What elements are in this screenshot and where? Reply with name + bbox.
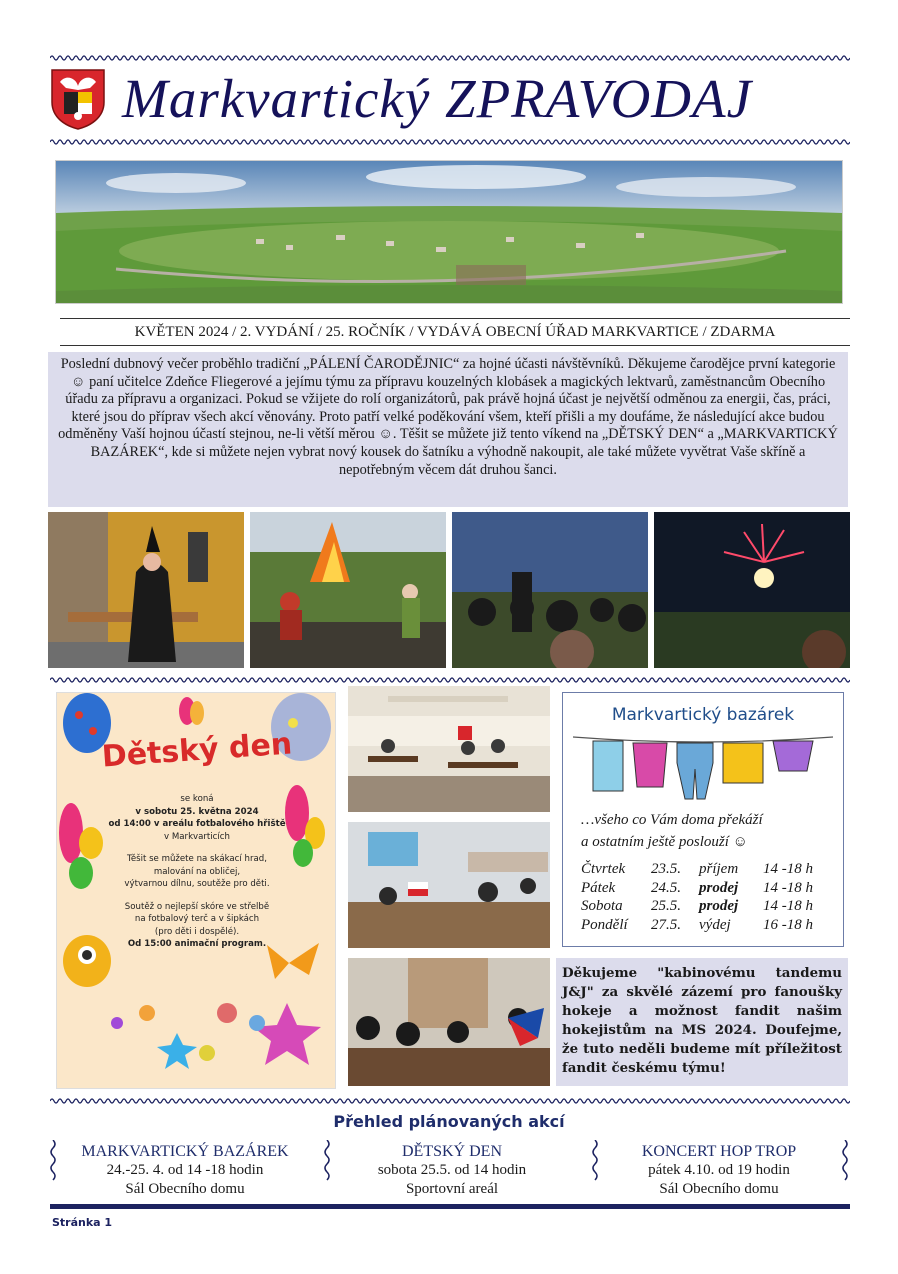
thanks-note: Děkujeme "kabinovému tandemu J&J" za skvělé zázemí pro fanoušky hokeje a možnost fandit našim hokejistům na MS 2024. Doufejme, že tuto neděli budeme mít příležitost fandit českému týmu! <box>556 958 848 1086</box>
schedule-day: Pondělí <box>581 916 628 933</box>
childrens-day-poster <box>56 692 336 1089</box>
poster-line: od 14:00 v areálu fotbalového hřiště <box>108 819 286 829</box>
bazar-announcement <box>562 692 844 947</box>
poster-contest: na fotbalový terč a v šipkách <box>134 914 260 924</box>
village-panorama-photo <box>55 160 843 304</box>
schedule-row <box>581 880 813 899</box>
event-item <box>594 1142 844 1199</box>
poster-title: Dětský den <box>100 726 294 775</box>
poster-activity: výtvarnou dílnu, soutěže pro děti. <box>124 879 270 889</box>
poster-activity: Těšit se můžete na skákací hrad, <box>127 854 267 864</box>
schedule-date: 24.5. <box>651 879 681 896</box>
poster-program: Od 15:00 animační program. <box>127 939 267 949</box>
events-heading: Přehled plánovaných akcí <box>333 1112 565 1131</box>
schedule-row <box>581 917 813 936</box>
coat-of-arms-icon <box>50 68 106 130</box>
poster-details <box>97 793 297 951</box>
schedule-row <box>581 898 813 917</box>
event-where: Sportovní areál <box>405 1181 499 1197</box>
poster-line: v sobotu 25. května 2024 <box>135 806 259 817</box>
event-where: Sál Obecního domu <box>659 1181 779 1197</box>
schedule-time: 14 -18 h <box>763 898 813 914</box>
evening-crowd-photo <box>452 512 648 668</box>
schedule-row <box>581 861 813 880</box>
poster-contest: Soutěž o nejlepší skóre ve střelbě <box>124 901 270 912</box>
schedule-day: Sobota <box>581 898 623 914</box>
event-when: sobota 25.5. od 14 hodin <box>377 1162 527 1178</box>
bonfire-photo <box>250 512 446 668</box>
footer-rule <box>50 1204 850 1209</box>
decorative-border-masthead <box>50 138 850 146</box>
schedule-day: Pátek <box>581 879 616 896</box>
bazar-schedule <box>581 861 813 935</box>
schedule-date: 23.5. <box>651 861 681 877</box>
event-when: pátek 4.10. od 19 hodin <box>648 1162 790 1178</box>
event-when: 24.-25. 4. od 14 -18 hodin <box>106 1162 264 1178</box>
poster-line: se koná <box>180 794 214 804</box>
fans-celebrating-photo <box>348 958 550 1086</box>
schedule-action: prodej <box>699 898 739 914</box>
poster-contest: (pro děti i dospělé). <box>154 926 240 937</box>
schedule-time: 14 -18 h <box>763 861 813 877</box>
decorative-border-mid <box>50 676 850 684</box>
bazar-tagline-line: a ostatním ještě poslouží ☺ <box>581 834 748 850</box>
bazar-heading: Markvartický bazárek <box>611 705 795 725</box>
schedule-action: příjem <box>699 861 739 877</box>
witch-photo <box>48 512 244 668</box>
bazar-tagline-line: …všeho co Vám doma překáží <box>581 812 763 828</box>
intro-article: Poslední dubnový večer proběhlo tradiční „PÁLENÍ ČARODĚJNIC“ za hojné účasti návštěvníků. Děkujeme čarodějce první kategorie ☺ paní učitelce Zdeňce Fliegerové a jejímu týmu za přípravu kouzelných klobásek a magických lektvarů, zaměstnancům Obecního úřadu za přípravu a organizaci. Pokud se vžijete do rolí organizátorů, pak právě hojná účast je největší odměnou za energii, čas, práci, které jsou do příprav všech akcí věnovány. Proto patří velké poděkování všem, kteří přišli a my doufáme, že následující akce budou odměněny Vaší hojnou účastí stejnou, ne-li větší měrou ☺. Těšit se můžete již tento víkend na „DĚTSKÝ DEN“ a „MARKVARTICKÝ BAZÁREK“, kde si můžete nejen vybrat nový kousek do šatníku a výhodně nakoupit, ale také můžete vyvětrat Vaše skříně a nepotřebným věcem dát druhou šanci. <box>48 352 848 507</box>
schedule-action: výdej <box>699 916 731 933</box>
event-name: KONCERT HOP TROP <box>641 1143 797 1160</box>
newsletter-title: Markvartický ZPRAVODAJ <box>122 68 753 129</box>
event-name: MARKVARTICKÝ BAZÁREK <box>81 1143 289 1160</box>
bazar-tagline <box>581 809 831 853</box>
fireworks-photo <box>654 512 850 668</box>
event-item <box>60 1142 310 1199</box>
hockey-screening-photo <box>348 822 550 948</box>
pub-interior-photo <box>348 686 550 812</box>
event-item <box>327 1142 577 1199</box>
event-name: DĚTSKÝ DEN <box>402 1143 502 1160</box>
schedule-time: 16 -18 h <box>763 916 813 933</box>
scroll-ornament-icon <box>48 1140 58 1184</box>
schedule-date: 27.5. <box>651 916 681 933</box>
clothesline-icon <box>573 731 833 801</box>
issue-info-bar: KVĚTEN 2024 / 2. VYDÁNÍ / 25. ROČNÍK / VYDÁVÁ OBECNÍ ÚŘAD MARKVARTICE / ZDARMA <box>60 318 850 346</box>
decorative-border-events <box>50 1097 850 1105</box>
schedule-day: Čtvrtek <box>581 861 626 877</box>
event-where: Sál Obecního domu <box>125 1181 245 1197</box>
poster-line: v Markvarticích <box>164 831 230 842</box>
schedule-action: prodej <box>699 879 739 896</box>
schedule-time: 14 -18 h <box>763 879 813 896</box>
decorative-border-top <box>50 54 850 62</box>
schedule-date: 25.5. <box>651 898 681 914</box>
page-number: Stránka 1 <box>52 1216 113 1229</box>
poster-activity: malování na obličej, <box>153 866 241 877</box>
